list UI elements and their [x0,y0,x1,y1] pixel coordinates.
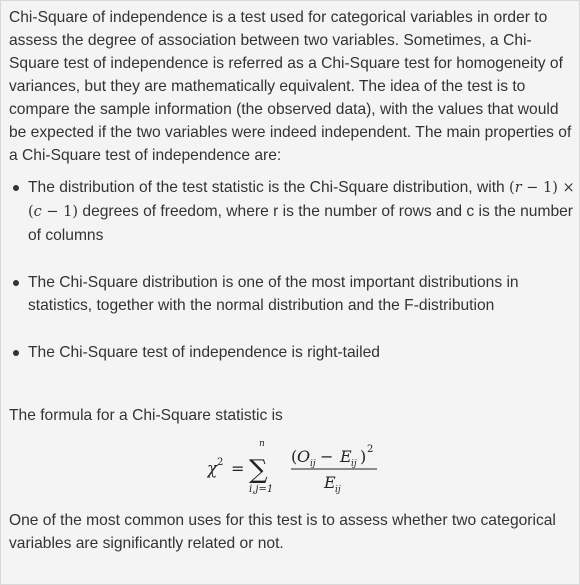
property-item-distribution [9,176,575,247]
property-text-after: degrees of freedom, where r is the number of rows and c is the number of columns [28,203,573,244]
dof-c: c [33,204,42,220]
formula-sum-lower: i,j=1 [249,484,274,495]
formula-graphic [207,432,397,500]
formula-num-minus: − [320,447,334,466]
formula-den-E: E [324,473,336,492]
formula-num-close: ) [360,447,367,466]
dof-minus-1: − [521,180,544,196]
dof-middle: 1) × ( [28,180,575,220]
formula-num-E-sub: ij [351,459,357,469]
formula-chi: χ [207,459,218,479]
formula-num-O: O [297,447,311,466]
intro-paragraph: Chi-Square of independence is a test used for categorical variables in order to assess the degree of association between two variables. Sometimes, a Chi-Square test of independence is referred as a Chi-Square test for homogeneity of variances, but they are mathematically equivalent. The idea of the test is to compare the sample information (the observed data), with the values that would be expected if the two variables were indeed independent. The main properties of a Chi-Square test of independence are: [9,9,572,164]
dof-r: r [514,180,522,196]
property-text: The Chi-Square distribution is one of the most important distributions in statistics, together with the normal distribution and the F-distribution [28,274,519,314]
property-text-before: The distribution of the test statistic is the Chi-Square distribution, with [28,179,505,196]
closing-paragraph: One of the most common uses for this test is to assess whether two categorical variables are significantly related or not. [9,512,556,552]
formula-num-exponent: 2 [367,444,374,455]
formula-equals: = [231,459,245,478]
dof-minus-2: − [41,204,64,220]
formula-num-E: E [340,447,352,466]
formula-chi-exponent: 2 [217,457,224,468]
property-text: The Chi-Square test of independence is right-tailed [28,344,380,361]
property-item-importance [9,271,575,317]
formula-intro: The formula for a Chi-Square statistic is [9,407,283,424]
formula-sigma: ∑ [249,455,268,485]
formula-den-E-sub: ij [335,485,341,495]
chi-square-formula [9,432,575,500]
formula-sum-upper: n [259,439,265,449]
property-item-right-tailed [9,341,575,364]
properties-list [9,176,575,364]
dof-open-paren: ( [509,180,515,196]
formula-num-O-sub: ij [310,459,316,469]
formula-num-open: ( [291,447,298,466]
dof-close: 1) [63,204,79,220]
